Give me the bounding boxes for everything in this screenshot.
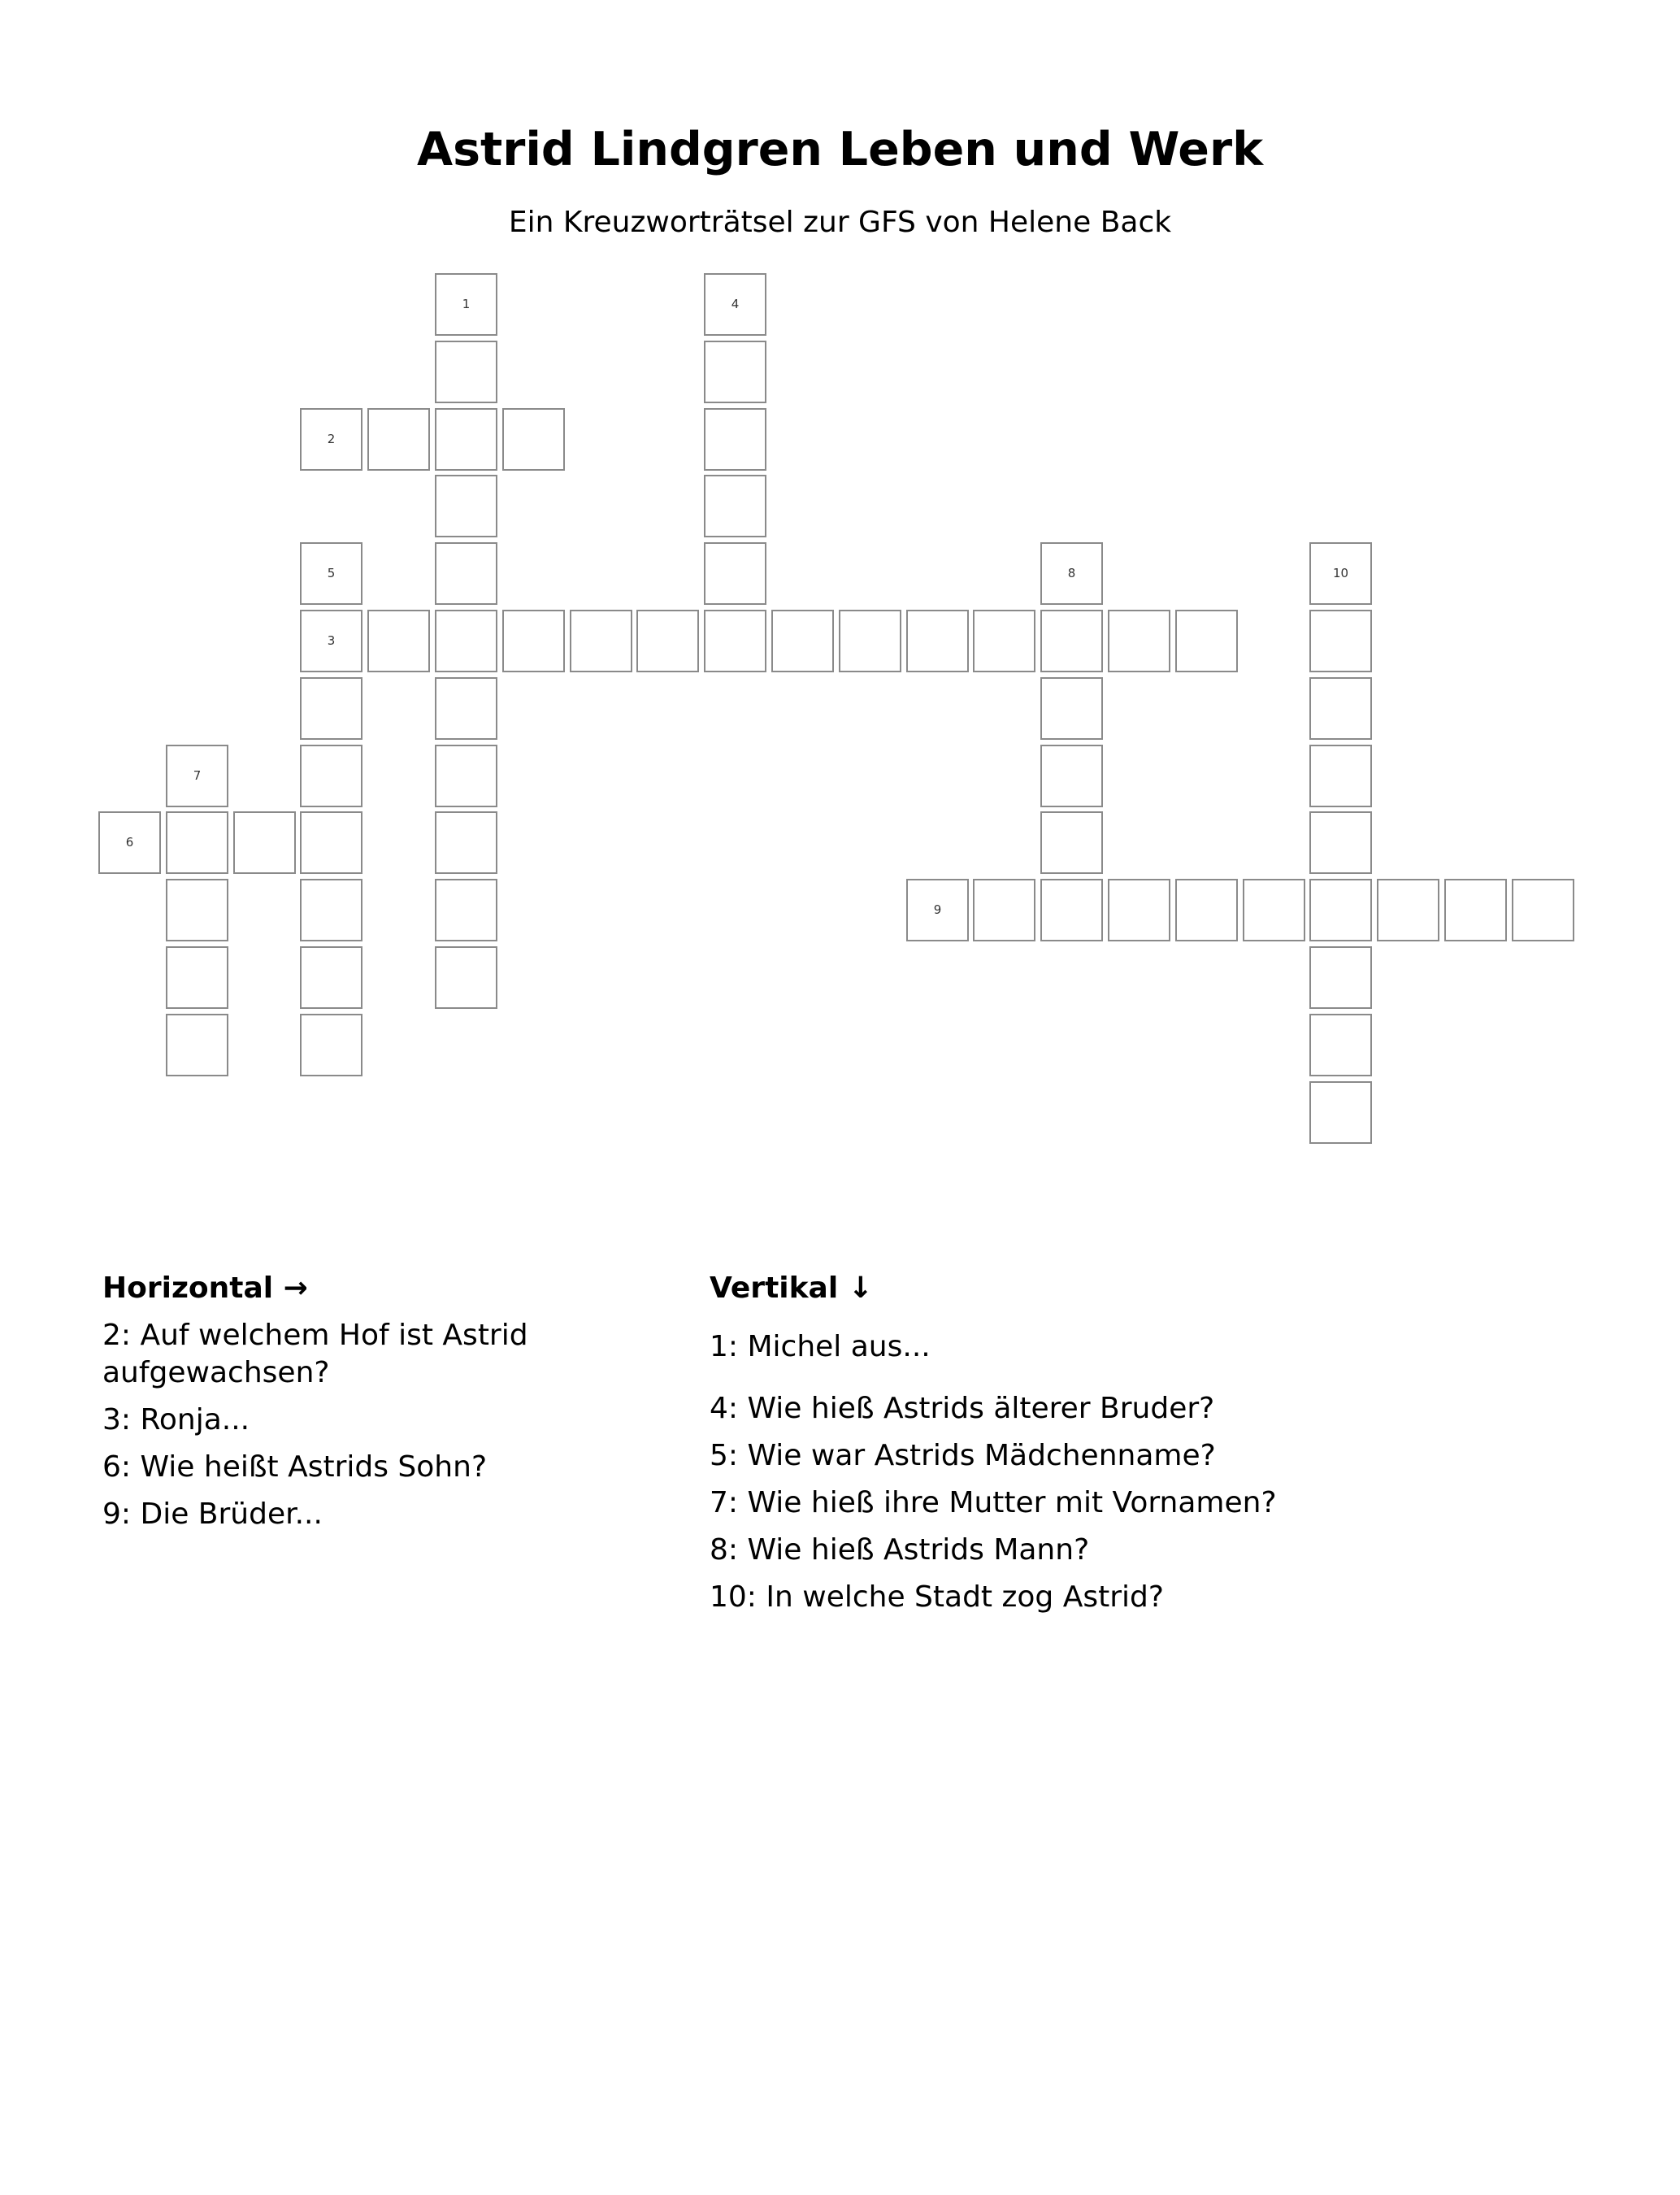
grid-cell[interactable]	[906, 879, 969, 941]
grid-cell[interactable]	[839, 610, 901, 672]
grid-cell[interactable]	[636, 610, 699, 672]
grid-cell[interactable]	[435, 745, 497, 807]
grid-cell[interactable]	[906, 610, 969, 672]
grid-cell[interactable]	[1040, 542, 1103, 605]
grid-cell[interactable]	[435, 341, 497, 403]
grid-cell[interactable]	[367, 408, 430, 471]
grid-cell[interactable]	[435, 475, 497, 537]
grid-cell[interactable]	[973, 610, 1035, 672]
grid-cell[interactable]	[1309, 610, 1372, 672]
grid-cell[interactable]	[300, 879, 362, 941]
grid-cell[interactable]	[1309, 946, 1372, 1009]
down-clue-1: 1: Michel aus...	[710, 1330, 931, 1363]
clue-number: 9	[933, 902, 942, 917]
clue-number: 5	[327, 566, 336, 580]
down-clue-8: 8: Wie hieß Astrids Mann?	[710, 1533, 1090, 1567]
grid-cell[interactable]	[1040, 745, 1103, 807]
across-clue-2: 2: Auf welchem Hof ist Astrid aufgewachsen?	[102, 1319, 528, 1389]
grid-cell[interactable]	[166, 879, 228, 941]
grid-cell[interactable]	[1309, 677, 1372, 740]
clue-number: 3	[327, 633, 336, 648]
grid-cell[interactable]	[704, 341, 766, 403]
grid-cell[interactable]	[435, 879, 497, 941]
grid-cell[interactable]	[973, 879, 1035, 941]
down-clue-5: 5: Wie war Astrids Mädchenname?	[710, 1439, 1216, 1472]
across-clues	[102, 1270, 623, 1543]
grid-cell[interactable]	[300, 542, 362, 605]
grid-cell[interactable]	[704, 475, 766, 537]
grid-cell[interactable]	[1309, 1081, 1372, 1144]
grid-cell[interactable]	[1175, 610, 1238, 672]
grid-cell[interactable]	[1444, 879, 1507, 941]
grid-cell[interactable]	[300, 745, 362, 807]
down-clue-4: 4: Wie hieß Astrids älterer Bruder?	[710, 1392, 1215, 1425]
grid-cell[interactable]	[166, 1014, 228, 1076]
grid-cell[interactable]	[435, 811, 497, 874]
across-clue-9: 9: Die Brüder...	[102, 1497, 323, 1531]
grid-cell[interactable]	[1040, 811, 1103, 874]
grid-cell[interactable]	[704, 408, 766, 471]
grid-cell[interactable]	[166, 946, 228, 1009]
grid-cell[interactable]	[502, 408, 565, 471]
clue-number: 6	[125, 835, 134, 850]
grid-cell[interactable]	[435, 542, 497, 605]
across-clue-3: 3: Ronja...	[102, 1403, 250, 1437]
grid-cell[interactable]	[300, 610, 362, 672]
down-clues	[710, 1270, 1522, 1626]
grid-cell[interactable]	[435, 273, 497, 336]
grid-cell[interactable]	[300, 677, 362, 740]
grid-cell[interactable]	[1108, 879, 1170, 941]
across-heading: Horizontal →	[102, 1271, 308, 1305]
grid-cell[interactable]	[300, 1014, 362, 1076]
grid-cell[interactable]	[300, 408, 362, 471]
grid-cell[interactable]	[1243, 879, 1305, 941]
across-clue-6: 6: Wie heißt Astrids Sohn?	[102, 1450, 488, 1484]
grid-cell[interactable]	[1040, 879, 1103, 941]
grid-cell[interactable]	[1108, 610, 1170, 672]
grid-cell[interactable]	[98, 811, 161, 874]
grid-cell[interactable]	[1309, 745, 1372, 807]
down-clue-10: 10: In welche Stadt zog Astrid?	[710, 1580, 1164, 1614]
grid-cell[interactable]	[435, 408, 497, 471]
grid-cell[interactable]	[502, 610, 565, 672]
grid-cell[interactable]	[704, 273, 766, 336]
grid-cell[interactable]	[300, 811, 362, 874]
grid-cell[interactable]	[435, 677, 497, 740]
clue-number: 7	[193, 768, 202, 783]
grid-cell[interactable]	[771, 610, 834, 672]
grid-cell[interactable]	[435, 946, 497, 1009]
grid-cell[interactable]	[166, 745, 228, 807]
grid-cell[interactable]	[704, 542, 766, 605]
clue-number: 4	[731, 297, 740, 311]
clue-number: 2	[327, 432, 336, 446]
clue-number: 8	[1067, 566, 1076, 580]
grid-cell[interactable]	[1377, 879, 1439, 941]
down-clue-7: 7: Wie hieß ihre Mutter mit Vornamen?	[710, 1486, 1277, 1519]
grid-cell[interactable]	[1309, 542, 1372, 605]
grid-cell[interactable]	[1309, 811, 1372, 874]
puzzle-title: Astrid Lindgren Leben und Werk	[416, 123, 1263, 176]
grid-cell[interactable]	[704, 610, 766, 672]
grid-cell[interactable]	[233, 811, 296, 874]
clue-number: 10	[1332, 566, 1349, 580]
grid-cell[interactable]	[367, 610, 430, 672]
grid-cell[interactable]	[1040, 677, 1103, 740]
grid-cell[interactable]	[435, 610, 497, 672]
grid-cell[interactable]	[570, 610, 632, 672]
clue-number: 1	[462, 297, 471, 311]
grid-cell[interactable]	[1175, 879, 1238, 941]
grid-cell[interactable]	[1040, 610, 1103, 672]
down-heading: Vertikal ↓	[710, 1271, 873, 1305]
grid-cell[interactable]	[1309, 1014, 1372, 1076]
grid-cell[interactable]	[1512, 879, 1574, 941]
grid-cell[interactable]	[166, 811, 228, 874]
grid-cell[interactable]	[300, 946, 362, 1009]
grid-cell[interactable]	[1309, 879, 1372, 941]
puzzle-subtitle: Ein Kreuzworträtsel zur GFS von Helene Back	[508, 206, 1172, 239]
